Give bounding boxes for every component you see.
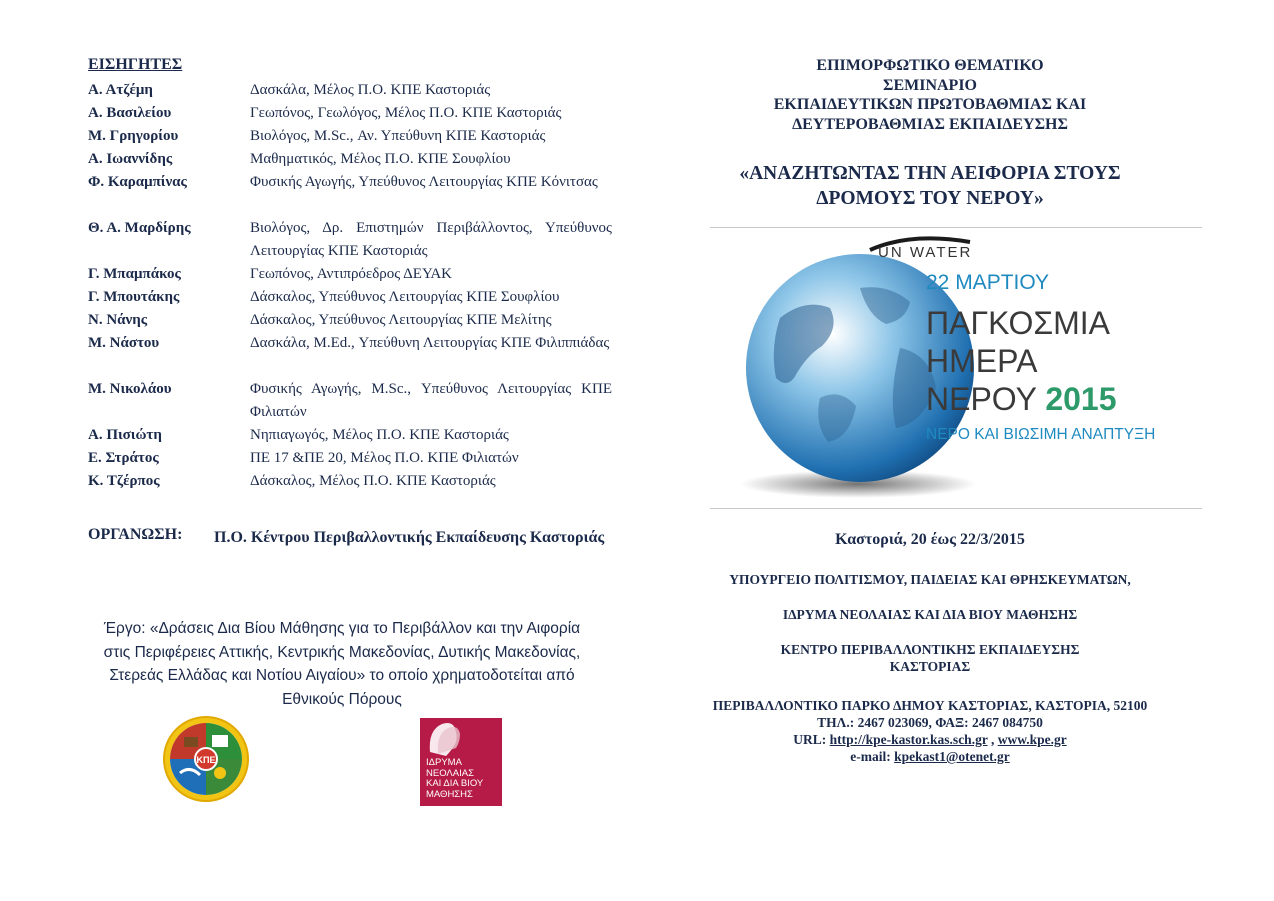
kpe-website-link[interactable]: http://kpe-kastor.kas.sch.gr — [829, 732, 988, 747]
banner-date: 22 ΜΑΡΤΙΟΥ — [926, 271, 1050, 294]
youth-logo-text — [426, 758, 500, 800]
speaker-desc: ΠΕ 17 &ΠΕ 20, Μέλος Π.Ο. ΚΠΕ Φιλιατών — [250, 450, 519, 466]
youth-logo-line: ΝΕΟΛΑΙΑΣ — [426, 767, 474, 779]
speaker-name: Μ. Γρηγορίου — [88, 128, 179, 144]
profile-head-icon — [420, 718, 502, 758]
kpe-gr-link[interactable]: www.kpe.gr — [997, 732, 1067, 747]
header-line: ΣΕΜΙΝΑΡΙΟ — [882, 76, 977, 94]
email-label: e-mail: — [850, 749, 891, 764]
banner-line — [926, 380, 1117, 418]
speaker-name: Γ. Μπουτάκης — [88, 289, 180, 305]
youth-logo-line: ΚΑΙ ΔΙΑ ΒΙΟΥ — [426, 778, 484, 789]
organization-label: ΟΡΓΑΝΩΣΗ: — [88, 526, 183, 543]
center-line: ΚΕΝΤΡΟ ΠΕΡΙΒΑΛΛΟΝΤΙΚΗΣ ΕΚΠΑΙΔΕΥΣΗΣ — [780, 642, 1080, 657]
banner-line3: ΝΕΡΟΥ — [926, 381, 1037, 417]
speaker-name: Θ. Α. Μαρδίρης — [88, 220, 191, 236]
speaker-name: Μ. Νικολάου — [88, 381, 172, 397]
speaker-name: Γ. Μπαμπάκος — [88, 266, 181, 282]
header-line: ΔΕΥΤΕΡΟΒΑΘΜΙΑΣ ΕΚΠΑΙΔΕΥΣΗΣ — [792, 115, 1068, 133]
url-separator: , — [987, 732, 998, 747]
speaker-desc: Βιολόγος, Δρ. Επιστημών Περιβάλλοντος, Υπεύθυνος Λειτουργίας ΚΠΕ Καστοριάς — [250, 220, 612, 259]
header-line: ΕΠΙΜΟΡΦΩΤΙΚΟ ΘΕΜΑΤΙΚΟ — [816, 57, 1044, 74]
speaker-name: Α. Βασιλείου — [88, 105, 172, 121]
speaker-desc: Δάσκαλος, Υπεύθυνος Λειτουργίας ΚΠΕ Μελίτης — [250, 312, 552, 328]
contact-block — [660, 697, 1200, 765]
speaker-name: Μ. Νάστου — [88, 335, 160, 351]
youth-logo-line: ΜΑΘΗΣΗΣ — [426, 788, 473, 800]
speaker-name: Α. Ατζέμη — [88, 82, 153, 98]
speaker-desc: Βιολόγος, M.Sc., Αν. Υπεύθυνη ΚΠΕ Καστοριάς — [250, 128, 546, 144]
speaker-name: Ε. Στράτος — [88, 450, 159, 466]
un-water-brand: UN WATER — [878, 244, 973, 261]
speaker-desc: Γεωπόνος, Αντιπρόεδρος ΔΕΥΑΚ — [250, 266, 452, 282]
speaker-desc: Φυσικής Αγωγής, M.Sc., Υπεύθυνος Λειτουργίας ΚΠΕ Φιλιατών — [250, 381, 612, 420]
kpe-emblem-icon — [162, 715, 250, 803]
speaker-desc: Νηπιαγωγός, Μέλος Π.Ο. ΚΠΕ Καστοριάς — [250, 427, 509, 443]
header-line: ΕΚΠΑΙΔΕΥΤΙΚΩΝ ΠΡΩΤΟΒΑΘΜΙΑΣ ΚΑΙ — [773, 96, 1087, 113]
speaker-name: Α. Ιωαννίδης — [88, 151, 173, 167]
speaker-desc: Μαθηματικός, Μέλος Π.Ο. ΚΠΕ Σουφλίου — [250, 151, 511, 167]
speaker-desc: Δασκάλα, Μέλος Π.Ο. ΚΠΕ Καστοριάς — [250, 82, 491, 98]
title-line: «ΑΝΑΖΗΤΩΝΤΑΣ ΤΗΝ ΑΕΙΦΟΡΙΑ ΣΤΟΥΣ — [739, 163, 1121, 184]
email-line — [660, 748, 1200, 765]
banner-headline — [926, 304, 1117, 418]
speaker-name: Φ. Καραμπίνας — [88, 174, 187, 190]
speaker-desc: Δάσκαλος, Μέλος Π.Ο. ΚΠΕ Καστοριάς — [250, 473, 496, 489]
speaker-desc: Δασκάλα, M.Ed., Υπεύθυνη Λειτουργίας ΚΠΕ Φιλιππιάδας — [250, 335, 610, 351]
event-date: Καστοριά, 20 έως 22/3/2015 — [835, 531, 1025, 548]
speaker-name: Κ. Τζέρπος — [88, 473, 160, 489]
title-line: ΔΡΟΜΟΥΣ ΤΟΥ ΝΕΡΟΥ» — [816, 188, 1044, 209]
speaker-name: Ν. Νάνης — [88, 312, 148, 328]
world-water-day-banner — [710, 228, 1202, 507]
youth-logo-line: ΙΔΡΥΜΑ — [426, 757, 462, 768]
speaker-desc: Δάσκαλος, Υπεύθυνος Λειτουργίας ΚΠΕ Σουφλίου — [250, 289, 560, 305]
seminar-title — [660, 161, 1200, 211]
phones: ΤΗΛ.: 2467 023069, ΦΑΞ: 2467 084750 — [817, 715, 1043, 730]
banner-year: 2015 — [1045, 381, 1117, 417]
email-link[interactable]: kpekast1@otenet.gr — [894, 749, 1010, 764]
youth-foundation-logo — [420, 718, 502, 806]
kpe-logo — [162, 715, 250, 803]
url-label: URL: — [793, 732, 827, 747]
speakers-title: ΕΙΣΗΓΗΤΕΣ — [88, 56, 183, 73]
banner-line: ΗΜΕΡΑ — [926, 343, 1038, 379]
seminar-header — [660, 56, 1200, 134]
center-line: ΚΑΣΤΟΡΙΑΣ — [889, 659, 971, 674]
center-name — [660, 641, 1200, 675]
address: ΠΕΡΙΒΑΛΛΟΝΤΙΚΟ ΠΑΡΚΟ ΔΗΜΟΥ ΚΑΣΤΟΡΙΑΣ, ΚΑΣΤΟΡΙΑ, 52100 — [712, 698, 1148, 713]
speaker-desc: Γεωπόνος, Γεωλόγος, Μέλος Π.Ο. ΚΠΕ Καστοριάς — [250, 105, 562, 121]
speaker-name: Α. Πισιώτη — [88, 427, 162, 443]
ministry-name: ΥΠΟΥΡΓΕΙΟ ΠΟΛΙΤΙΣΜΟΥ, ΠΑΙΔΕΙΑΣ ΚΑΙ ΘΡΗΣΚΕΥΜΑΤΩΝ, — [729, 572, 1131, 587]
foundation-name: ΙΔΡΥΜΑ ΝΕΟΛΑΙΑΣ ΚΑΙ ΔΙΑ ΒΙΟΥ ΜΑΘΗΣΗΣ — [782, 607, 1078, 622]
kpe-logo-text: ΚΠΕ — [196, 755, 216, 765]
banner-line: ΠΑΓΚΟΣΜΙΑ — [926, 305, 1110, 341]
project-description: Έργο: «Δράσεις Δια Βίου Μάθησης για το Περιβάλλον και την Αιφορία στις Περιφέρειες Αττικής, Κεντρικής Μακεδονίας, Δυτικής Μακεδονίας, Στερεάς Ελλάδας και Νοτίου Αιγαίου» το οποίο χρηματοδοτείται από Εθνικούς Πόρους — [103, 620, 581, 708]
url-line — [660, 731, 1200, 748]
speaker-desc: Φυσικής Αγωγής, Υπεύθυνος Λειτουργίας ΚΠΕ Κόνιτσας — [250, 174, 598, 190]
banner-subtitle: ΝΕΡΟ ΚΑΙ ΒΙΩΣΙΜΗ ΑΝΑΠΤΥΞΗ — [926, 426, 1156, 443]
organization-text: Π.Ο. Κέντρου Περιβαλλοντικής Εκπαίδευσης Καστοριάς — [214, 529, 605, 546]
divider-bottom — [710, 508, 1202, 509]
